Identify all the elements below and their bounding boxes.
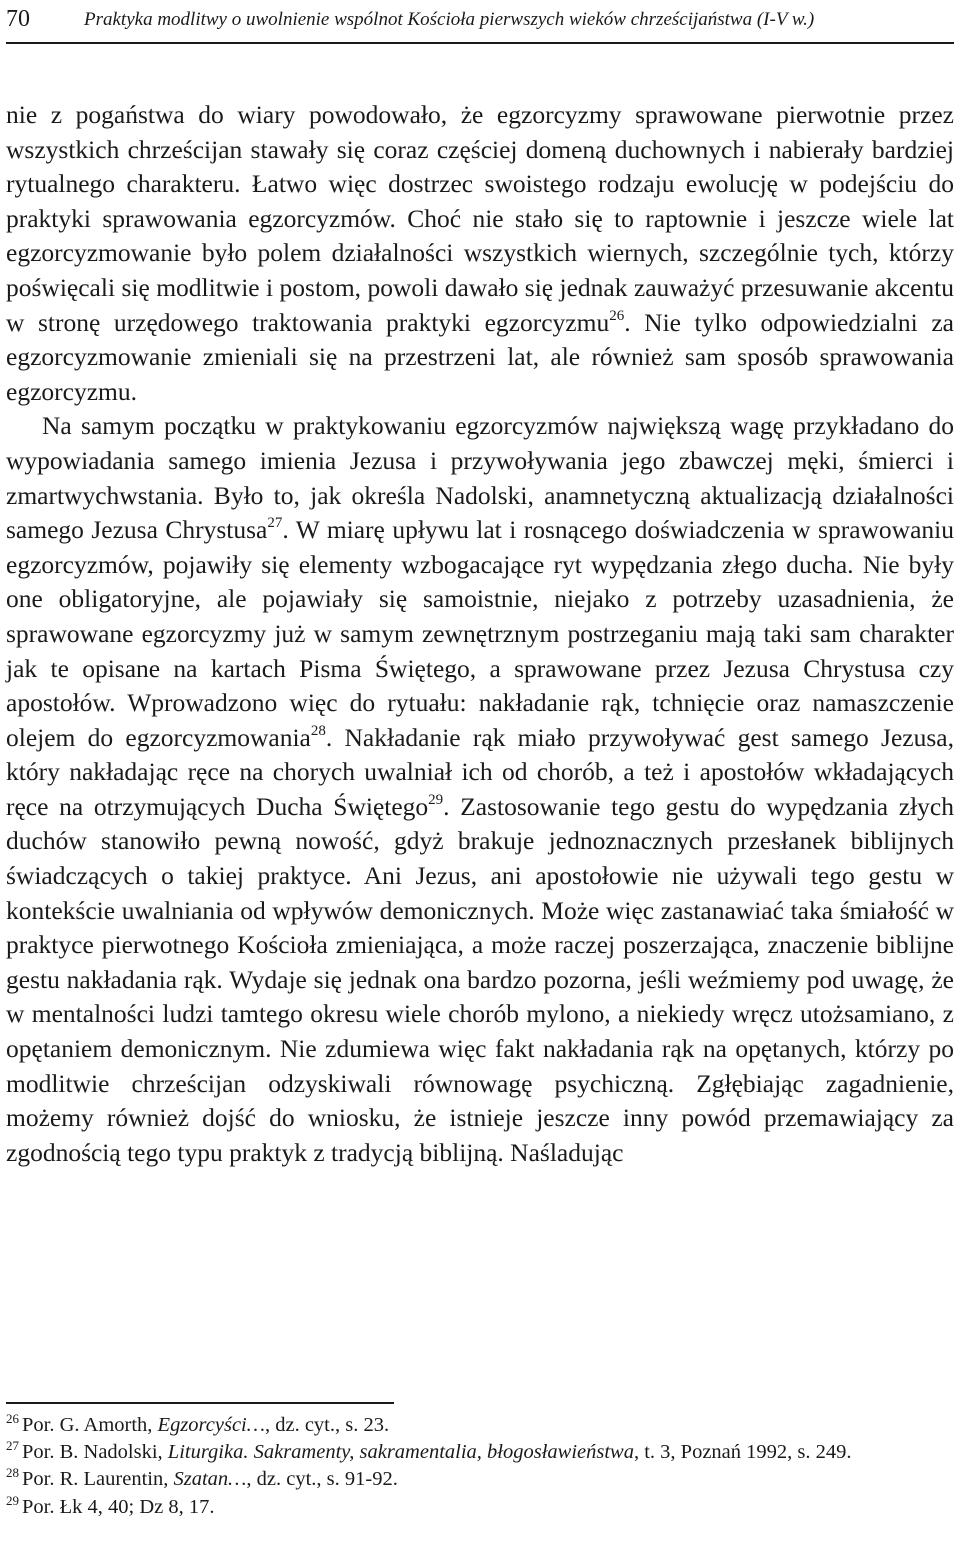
footnote-number: 28 bbox=[6, 1465, 19, 1481]
paragraph-1 bbox=[6, 98, 954, 409]
paragraph-1-text-a: nie z pogaństwa do wiary powodowało, że egzorcyzmy sprawowane pierwotnie przez wszystkich chrześcijan stawały się coraz częściej domeną duchownych i nabierały bardziej rytualnego charakteru. Łatwo więc dostrzec swoistego rodzaju ewolucję w podejściu do praktyki sprawowania egzorcyzmów. Choć nie stało się to raptownie i jeszcze wiele lat egzorcyzmowanie było polem działalności wszystkich wiernych, szczególnie tych, którzy poświęcali się modlitwie i postom, powoli dawało się jednak zauważyć przesuwanie akcentu w stronę urzędowego traktowania praktyki egzorcyzmu bbox=[6, 100, 954, 337]
page-number: 70 bbox=[6, 6, 30, 32]
footnote-title: Liturgika. Sakramenty, sakramentalia, błogosławieństwa bbox=[167, 1441, 634, 1464]
footnote-ref-29: 29 bbox=[428, 791, 444, 808]
paragraph-2-text-d: . Zastosowanie tego gestu do wypędzania złych duchów stanowiło pewną nowość, gdyż brakuje jednoznacznych przesłanek biblijnych świadczących o takiej praktyce. Ani Jezus, ani apostołowie nie używali tego gestu w kontekście uwalniania od wpływów demonicznych. Może więc zastanawiać taka śmiałość w praktyce pierwotnego Kościoła zmieniająca, a może raczej poszerzająca, znaczenie biblijne gestu nakładania rąk. Wydaje się jednak ona bardzo pozorna, jeśli weźmiemy pod uwagę, że w mentalności ludzi tamtego okresu wiele chorób mylono, a niekiedy wręcz utożsamiano, z opętaniem demonicznym. Nie zdumiewa więc fakt nakładania rąk na opętanych, którzy po modlitwie chrześcijan odzyskiwali równowagę psychiczną. Zgłębiając zagadnienie, możemy również dojść do wniosku, że istnieje jeszcze inny powód przemawiający za zgodnością tego typu praktyk z tradycją biblijną. Naśladując bbox=[6, 791, 954, 1167]
footnotes bbox=[6, 1412, 954, 1521]
footnote-text: Por. Łk 4, 40; Dz 8, 17. bbox=[22, 1495, 215, 1518]
footnote-26 bbox=[6, 1412, 954, 1439]
footnote-text: Por. G. Amorth, bbox=[22, 1414, 158, 1436]
footnote-title: Egzorcyści… bbox=[157, 1414, 265, 1436]
footnote-number: 27 bbox=[6, 1438, 19, 1454]
footnote-28 bbox=[6, 1466, 954, 1493]
page-header bbox=[6, 2, 954, 44]
footnote-divider bbox=[6, 1402, 394, 1404]
paragraph-1-text-b: . Nie tylko odpowiedzialni za egzorcyzmowanie zmieniali się na przestrzeni lat, ale również sam sposób sprawowania egzorcyzmu. bbox=[6, 307, 954, 406]
footnote-27 bbox=[6, 1439, 954, 1466]
footnote-text: , dz. cyt., s. 91-92. bbox=[246, 1468, 398, 1491]
footnote-text: Por. R. Laurentin, bbox=[22, 1468, 174, 1491]
footnote-text: , t. 3, Poznań 1992, s. 249. bbox=[633, 1441, 852, 1464]
footnote-text: , dz. cyt., s. 23. bbox=[264, 1414, 390, 1436]
main-text bbox=[6, 98, 954, 1170]
footnote-text: Por. B. Nadolski, bbox=[22, 1441, 168, 1464]
footnote-title: Szatan… bbox=[173, 1468, 247, 1491]
paragraph-2-text-b: . W miarę upływu lat i rosnącego doświadczenia w sprawowaniu egzorcyzmów, pojawiły się elementy wzbogacające ryt wypędzania złego ducha. Nie były one obligatoryjne, ale pojawiały się samoistnie, niejako z potrzeby uzasadnienia, że sprawowane egzorcyzmy już w samym zewnętrznym postrzeganiu mają taki sam charakter jak te opisane na kartach Pisma Świętego, a sprawowane przez Jezusa Chrystusa czy apostołów. Wprowadzono więc do rytuału: nakładanie rąk, tchnięcie oraz namaszczenie olejem do egzorcyzmowania bbox=[6, 515, 954, 752]
paragraph-2-text-c: . Nakładanie rąk miało przywoływać gest samego Jezusa, który nakładając ręce na chorych uwalniał ich od chorób, a też i apostołów wkładających ręce na otrzymujących Ducha Świętego bbox=[6, 722, 954, 821]
footnote-number: 26 bbox=[6, 1411, 19, 1426]
footnote-number: 29 bbox=[6, 1492, 19, 1508]
footnote-ref-26: 26 bbox=[609, 307, 625, 324]
paragraph-2-text-a: Na samym początku w praktykowaniu egzorcyzmów największą wagę przykładano do wypowiadania samego imienia Jezusa i przywoływania jego zbawczej męki, śmierci i zmartwychwstania. Było to, jak określa Nadolski, anamnetyczną aktualizacją działalności samego Jezusa Chrystusa bbox=[6, 411, 954, 545]
footnote-ref-27: 27 bbox=[267, 515, 283, 532]
footnote-29 bbox=[6, 1494, 954, 1521]
footnote-ref-28: 28 bbox=[310, 722, 326, 739]
paragraph-2 bbox=[6, 409, 954, 1170]
running-head: Praktyka modlitwy o uwolnienie wspólnot Kościoła pierwszych wieków chrześcijaństwa (I-V w.) bbox=[84, 9, 815, 30]
